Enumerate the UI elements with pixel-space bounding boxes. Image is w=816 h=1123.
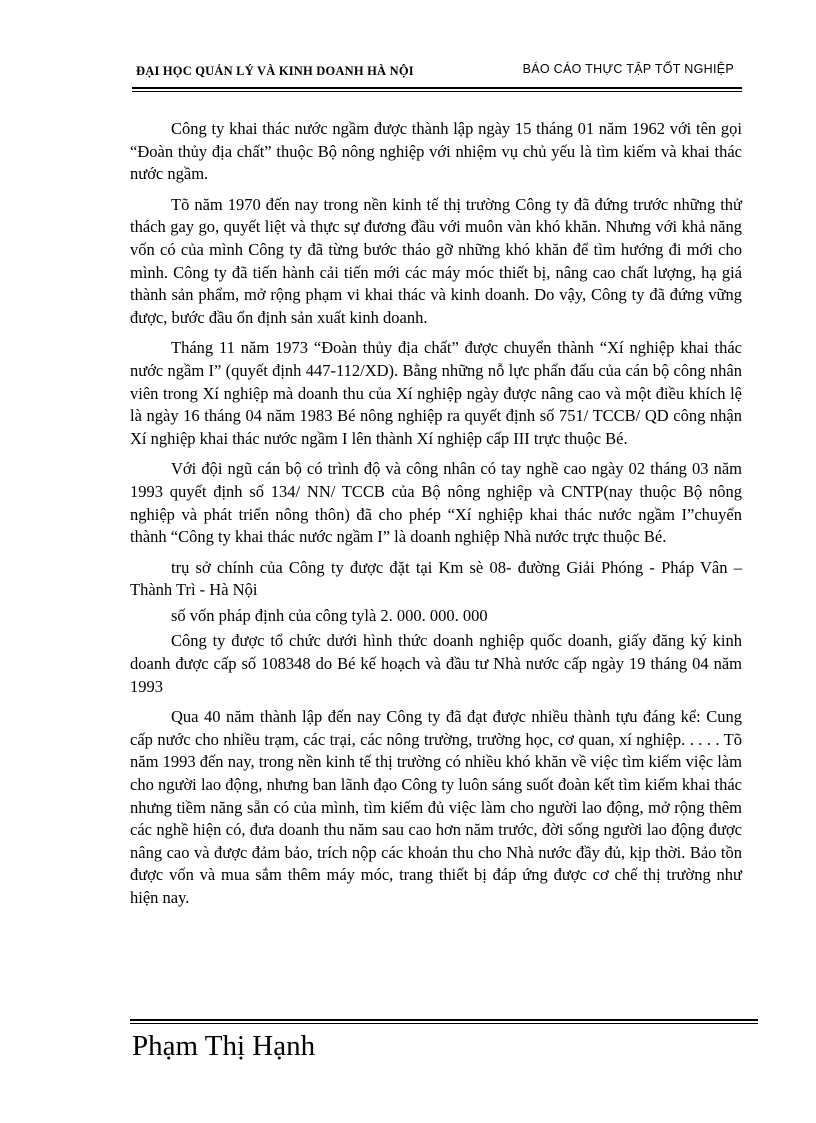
footer-rule [130, 1019, 758, 1021]
header-university: ĐẠI HỌC QUẢN LÝ VÀ KINH DOANH HÀ NỘI [136, 64, 414, 78]
page-header [132, 56, 742, 86]
paragraph-1: Công ty khai thác nước ngầm được thành lập ngày 15 tháng 01 năm 1962 với tên gọi “Đoàn thủy địa chất” thuộc Bộ nông nghiệp với nhiệm vụ chủ yếu là tìm kiếm và khai thác nước ngầm. [130, 119, 742, 184]
paragraph-4: Với đội ngũ cán bộ có trình độ và công nhân có tay nghề cao ngày 02 tháng 03 năm 1993 quyết định số 134/ NN/ TCCB của Bộ nông nghiệp và CNTP(nay thuộc Bộ nông nghiệp và phát triển nông thôn) đã cho phép “Xí nghiệp khai thác nước ngầm I”chuyển thành “Công ty khai thác nước ngầm I” là doanh nghiệp Nhà nước trực thuộc Bé. [130, 459, 742, 547]
body-text [130, 118, 742, 910]
paragraph-7: Công ty được tổ chức dưới hình thức doanh nghiệp quốc doanh, giấy đăng ký kinh doanh được cấp số 108348 do Bé kế hoạch và đầu tư Nhà nước cấp ngày 19 tháng 04 năm 1993 [130, 631, 742, 696]
header-rule-thin [132, 91, 742, 92]
paragraph-5: trụ sở chính của Công ty được đặt tại Km sè 08- đường Giải Phóng - Pháp Vân –Thành Trì - Hà Nội [130, 557, 742, 600]
header-rule [132, 87, 742, 89]
paragraph-3: Tháng 11 năm 1973 “Đoàn thủy địa chất” được chuyển thành “Xí nghiệp khai thác nước ngầm I” (quyết định 447-112/XD). Bằng những nỗ lực phấn đấu của cán bộ công nhân viên trong Xí nghiệp mà doanh thu của Xí nghiệp ngày được nâng cao và một điều khích lệ là ngày 16 tháng 04 năm 1983 Bé nông nghiệp ra quyết định số 751/ TCCB/ QD công nhận Xí nghiệp khai thác nước ngầm I lên thành Xí nghiệp cấp III trực thuộc Bé. [130, 338, 742, 448]
paragraph-8: Qua 40 năm thành lập đến nay Công ty đã đạt được nhiều thành tựu đáng kể: Cung cấp nước cho nhiều trạm, các trại, các nông trường, trường học, cơ quan, xí nghiệp. . . . . Tõ năm 1993 đến nay, trong nền kinh tế thị trường có nhiều khó khăn về việc tìm kiếm việc làm cho người lao động, nhưng ban lãnh đạo Công ty luôn sáng suốt đoàn kết tìm kiếm khai thác nhưng tiềm năng sẵn có của mình, tìm kiếm đủ việc làm cho người lao động, mở rộng thêm các nghề hiện có, đưa doanh thu năm sau cao hơn năm trước, đời sống người lao động được nâng cao và được đảm bảo, trích nộp các khoản thu cho Nhà nước đầy đủ, kịp thời. Bảo tồn được vốn và mua sắm thêm máy móc, trang thiết bị đáp ứng được cơ chế thị trường như hiện nay. [130, 707, 742, 907]
header-report-title: BÁO CÁO THỰC TẬP TỐT NGHIỆP [522, 62, 734, 76]
paragraph-2: Tõ năm 1970 đến nay trong nền kinh tế thị trường Công ty đã đứng trước những thử thách gay go, quyết liệt và thực sự đương đầu với muôn vàn khó khăn. Nhưng với khả năng vốn có của mình Công ty đã từng bước tháo gỡ những khó khăn để tìm hướng đi mới cho mình. Công ty đã tiến hành cải tiến mới các máy móc thiết bị, nâng cao chất lượng, hạ giá thành sản phẩm, mở rộng phạm vi khai thác và kinh doanh. Do vậy, Công ty đã đứng vững được, bước đầu ổn định sản xuất kinh doanh. [130, 194, 742, 327]
paragraph-6: số vốn pháp định của công tylà 2. 000. 000. 000 [171, 605, 488, 625]
footer-rule-thin [130, 1023, 758, 1024]
footer-author-name: Phạm Thị Hạnh [132, 1030, 316, 1062]
